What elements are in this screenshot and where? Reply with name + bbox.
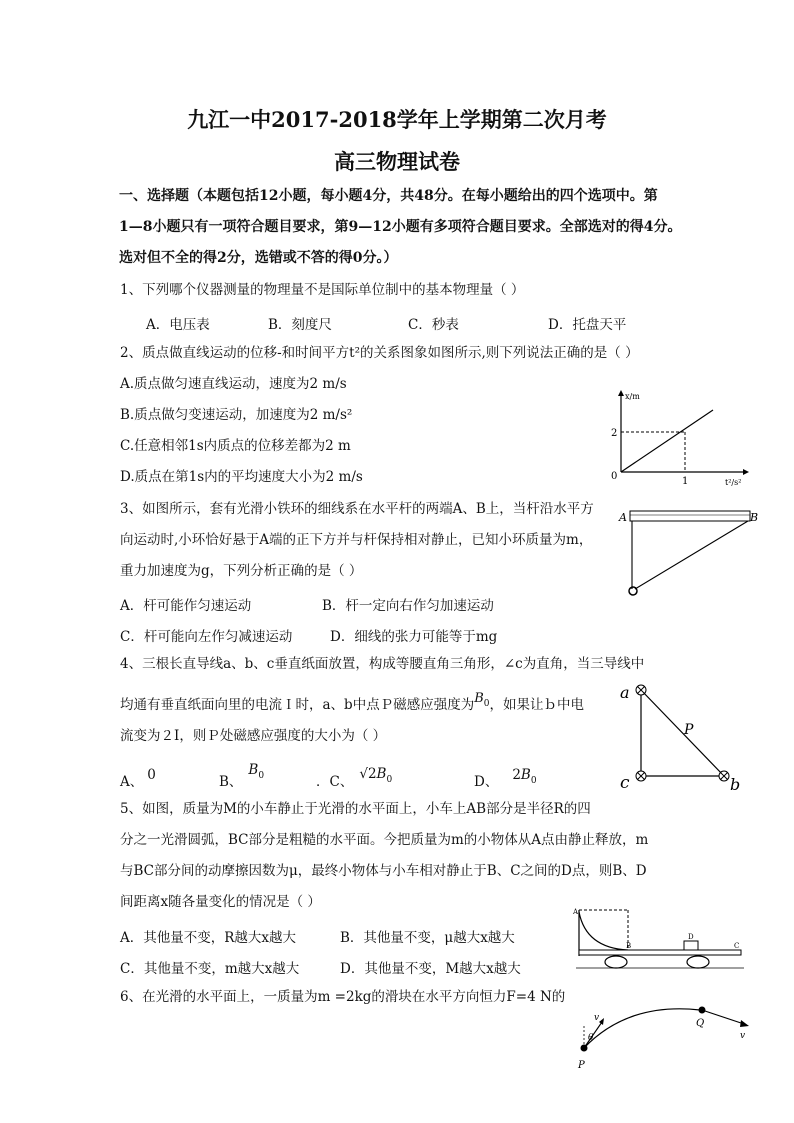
cart-body (579, 950, 741, 955)
point-p (581, 1045, 588, 1052)
exam-title: 九江一中2017-2018学年上学期第二次月考 (187, 107, 607, 132)
q4-option-d-sub: 0 (530, 775, 537, 786)
q4-option-a (120, 767, 156, 790)
q2-option-d: D.质点在第1s内的平均速度大小为2 m/s (120, 469, 363, 485)
q3-option-b: B．杆一定向右作匀加速运动 (322, 598, 494, 614)
arc-ab (579, 912, 628, 950)
label-theta: θ (588, 1033, 594, 1043)
label-q: Q (696, 1018, 705, 1029)
q3-stem-line3: 重力加速度为g，下列分析正确的是（ ） (120, 563, 363, 579)
q4-option-d-b: B (520, 767, 531, 783)
q5-option-a: A．其他量不变，R越大x越大 (120, 930, 297, 946)
point-q (699, 1007, 706, 1014)
label-b: B (626, 942, 632, 950)
label-c: C (734, 942, 740, 950)
q4-stem-line2-part1: 均通有垂直纸面向里的电流Ｉ时，a、b中点Ｐ磁感应强度为 (120, 697, 475, 713)
fig-label-b: B (750, 511, 758, 524)
slanted-thread (635, 521, 748, 589)
q3-rod-ring-figure (618, 505, 758, 600)
fig-label-a: A (619, 511, 627, 524)
q4-option-c-b: B (376, 766, 387, 782)
q4-option-c-sqrt: √2 (359, 766, 377, 782)
q2-option-a: A.质点做匀速直线运动，速度为2 m/s (120, 376, 347, 392)
q5-stem-line1: 5、如图，质量为M的小车静止于光滑的水平面上，小车上AB部分是半径R的四 (120, 801, 591, 817)
wheel-right (687, 956, 709, 968)
graph-y-tick: 2 (611, 428, 618, 439)
q2-xt2-graph (605, 388, 750, 488)
label-p: P (578, 1060, 585, 1071)
q4-stem-line3: 流变为２I，则Ｐ处磁感应强度的大小为（ ） (120, 728, 387, 744)
trajectory-curve (584, 1009, 700, 1048)
q4-option-c-label: ．C、 (316, 774, 354, 790)
q4-triangle-figure (614, 676, 749, 794)
q4-option-b-label: B、 (219, 774, 243, 790)
label-a: A (573, 908, 579, 916)
q1-option-c: C．秒表 (408, 317, 459, 333)
q4-stem-line2-part2: ，如果让ｂ中电 (489, 697, 584, 713)
graph-line (621, 410, 713, 472)
v-arrow (702, 1010, 744, 1024)
horizontal-rod (630, 511, 750, 521)
q4-option-b-sub: 0 (258, 770, 265, 781)
q5-option-d: D．其他量不变，M越大x越大 (340, 961, 521, 977)
label-a: a (620, 683, 630, 702)
graph-x-tick: 1 (682, 476, 689, 487)
q3-option-d: D．细线的张力可能等于mg (330, 629, 498, 645)
q2-option-b: B.质点做匀变速运动，加速度为2 m/s² (120, 407, 353, 423)
section-header-line3: 选对但不全的得2分，选错或不答的得0分。） (119, 250, 398, 266)
q6-trajectory-figure (568, 998, 758, 1073)
q3-stem-line1: 3、如图所示，套有光滑小铁环的细线系在水平杆的两端A、B上，当杆沿水平方 (120, 501, 594, 517)
q4-option-d-label: D、 (474, 774, 499, 790)
q1-option-d: D．托盘天平 (548, 317, 627, 333)
graph-xlabel: t²/s² (725, 478, 742, 487)
q4-stem-line1: 4、三根长直导线a、b、c垂直纸面放置，构成等腰直角三角形，∠c为直角，当三导线中 (120, 656, 645, 672)
graph-ylabel: x/m (625, 392, 640, 401)
q4-option-d-coef: 2 (512, 767, 521, 783)
section-header-line1: 一、选择题（本题包括12小题，每小题4分，共48分。在每小题给出的四个选项中。第 (119, 188, 658, 204)
q3-option-c: C．杆可能向左作匀减速运动 (120, 629, 293, 645)
section-header-line2: 1—8小题只有一项符合题目要求，第9—12小题有多项符合题目要求。全部选对的得4分。 (119, 219, 682, 235)
wire-b-icon (719, 771, 729, 781)
wire-a-icon (636, 685, 646, 695)
q5-cart-figure (566, 902, 746, 972)
q4-option-d (474, 767, 537, 793)
label-p: P (684, 722, 694, 738)
q1-option-b: B．刻度尺 (268, 317, 332, 333)
q4-option-b-b: B (248, 762, 259, 778)
q3-stem-line2: 向运动时,小环恰好悬于A端的正下方并与杆保持相对静止，已知小环质量为m， (120, 532, 593, 548)
q4-option-a-value: 0 (147, 767, 156, 783)
exam-subtitle: 高三物理试卷 (334, 149, 460, 174)
block-d (684, 941, 698, 950)
q4-option-b (219, 762, 265, 793)
graph-origin: 0 (611, 471, 618, 482)
q4-stem-line2 (120, 691, 584, 720)
wire-c-icon (636, 771, 646, 781)
q3-option-a: A．杆可能作匀速运动 (120, 598, 252, 614)
q5-option-c: C．其他量不变，m越大x越大 (120, 961, 300, 977)
label-d: D (688, 933, 694, 941)
q5-stem-line2: 分之一光滑圆弧，BC部分是粗糙的水平面。今把质量为m的小物体从A点由静止释放，m (120, 832, 649, 848)
label-v: v (740, 1031, 746, 1041)
q1-option-a: A．电压表 (146, 317, 210, 333)
b0-symbol: B (474, 691, 484, 706)
q4-option-a-label: A、 (120, 774, 144, 790)
label-v0: v (594, 1013, 600, 1023)
q4-option-c-sub: 0 (386, 774, 393, 785)
wheel-left (605, 956, 627, 968)
b0-subscript: 0 (483, 698, 490, 709)
q2-option-c: C.任意相邻1s内质点的位移差都为2 m (120, 438, 351, 454)
q5-stem-line4: 间距离x随各量变化的情况是（ ） (120, 894, 321, 910)
q5-option-b: B．其他量不变，μ越大x越大 (340, 930, 515, 946)
q5-stem-line3: 与BC部分间的动摩擦因数为μ，最终小物体与小车相对静止于B、C之间的D点，则B、D (120, 863, 647, 879)
q2-stem: 2、质点做直线运动的位移-和时间平方t²的关系图象如图所示,则下列说法正确的是（ ） (120, 345, 639, 361)
q4-option-c (316, 766, 393, 793)
label-c: c (620, 773, 630, 793)
q6-stem: 6、在光滑的水平面上，一质量为m =2kg的滑块在水平方向恒力F=4 N的 (120, 989, 566, 1005)
q1-stem: 1、下列哪个仪器测量的物理量不是国际单位制中的基本物理量（ ） (120, 282, 525, 298)
small-ring (629, 587, 637, 595)
label-b: b (730, 775, 741, 794)
